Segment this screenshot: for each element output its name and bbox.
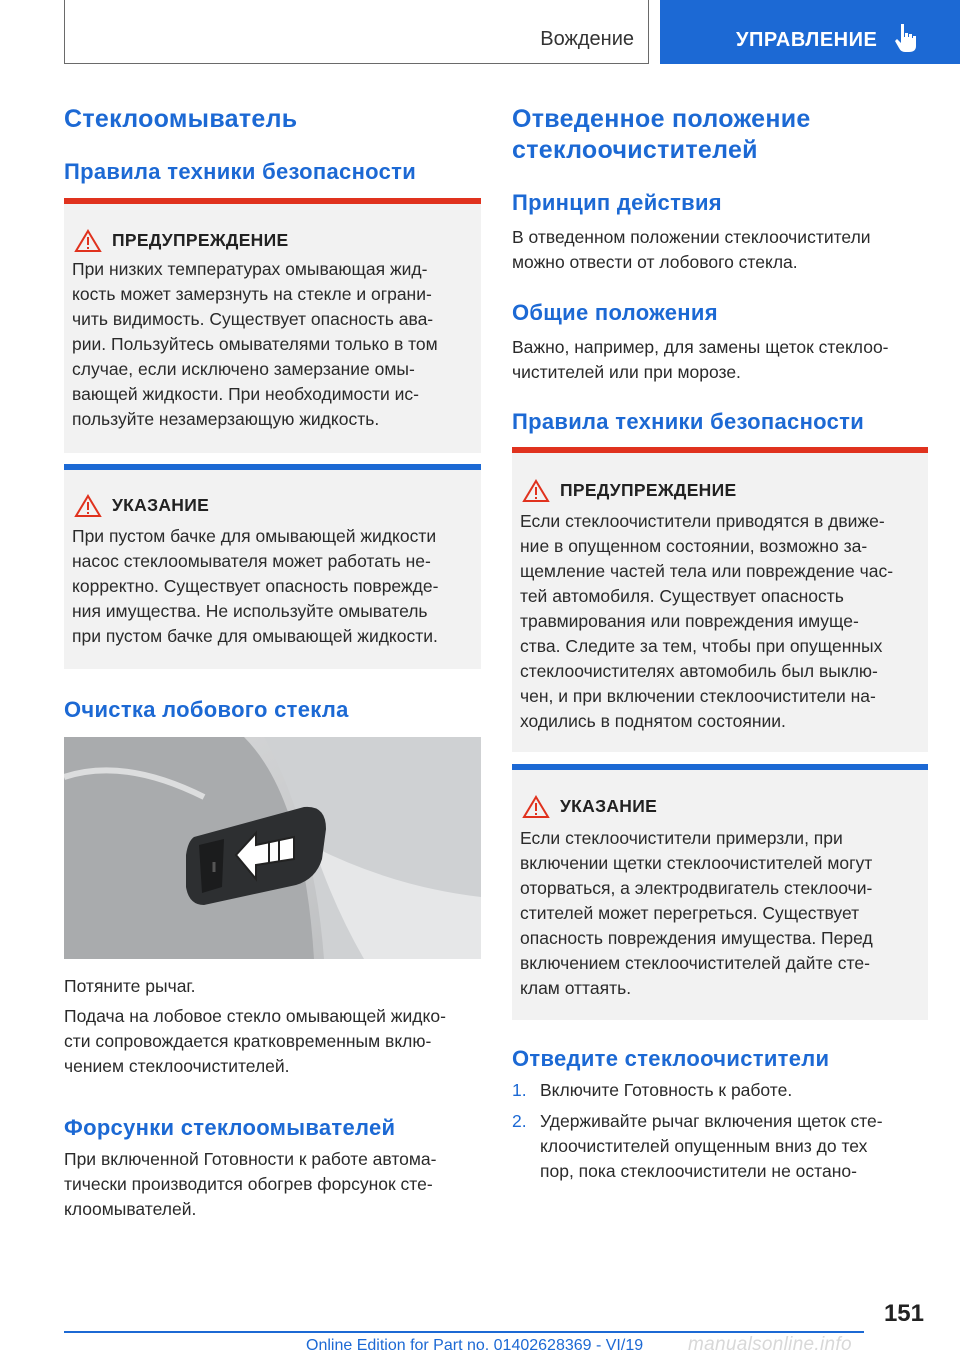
steps-list — [512, 1078, 928, 1190]
principle-heading: Принцип действия — [512, 190, 722, 215]
chapter-label: УПРАВЛЕНИЕ — [736, 29, 878, 51]
right-notice-box — [512, 764, 928, 1020]
wiper-lever-illustration — [64, 737, 481, 959]
notice-triangle-icon — [522, 795, 550, 819]
general-text: Важно, например, для замены щеток стеклоо- чистителей или при морозе. — [512, 337, 889, 382]
header-chapter-tab — [660, 0, 960, 64]
section-label: Вождение — [540, 28, 634, 50]
warning-text: Если стеклоочистители приводятся в движе- ние в опущенном состоянии, возможно за- щемление частей тела или повреждение час- тей автомобиля. Существует опасность травмирования или повреждения имуще- ства. Следите за тем, чтобы при опущенных стеклоочистителях автомобиль был выклю- чен, и при включении стеклоочистители на- ходились в поднятом состоянии. — [520, 511, 894, 731]
page-number: 151 — [883, 1300, 924, 1327]
left-safety-heading: Правила техники безопасности — [64, 159, 417, 184]
warning-label: ПРЕДУПРЕЖДЕНИЕ — [112, 230, 289, 250]
cleaning-heading: Очистка лобового стекла — [64, 697, 349, 722]
edition-text: Online Edition for Part no. 01402628369 - VI/19 — [306, 1337, 644, 1354]
right-safety-heading: Правила техники безопасности — [512, 409, 865, 434]
right-warning-box — [512, 447, 928, 752]
notice-text: При пустом бачке для омывающей жидкости насос стеклоомывателя может работать не- корректно. Существует опасность поврежде- ния имущества. Не используйте омыватель при пустом бачке для омывающей жидкости. — [72, 526, 439, 646]
footer-divider — [64, 1331, 864, 1333]
watermark-text: manualsonline.info — [688, 1334, 852, 1355]
left-notice-box — [64, 464, 481, 669]
retract-title: Отведенное положение стеклоочистителей — [512, 105, 811, 164]
notice-label: УКАЗАНИЕ — [560, 796, 658, 816]
principle-text: В отведенном положении стеклоочистители можно отвести от лобового стекла. — [512, 227, 871, 272]
nozzles-text: При включенной Готовности к работе автома- тически производится обогрев форсунок сте- клоомывателей. — [64, 1149, 437, 1219]
warning-triangle-icon — [74, 229, 102, 253]
notice-label: УКАЗАНИЕ — [112, 495, 210, 515]
warning-text: При низких температурах омывающая жид- кость может замерзнуть на стекле и ограни- чить видимость. Существует опасность ава- рии. Пользуйтесь омывателями только в том случае, если исключено замерзание омы- вающей жидкости. При необходимости ис- пользуйте незамерзающую жидкость. — [72, 259, 438, 429]
left-warning-box — [64, 198, 481, 453]
warning-triangle-icon — [522, 479, 550, 503]
list-item: 2. Удерживайте рычаг включения щеток сте- клоочистителей опущенным вниз до тех пор, пока стеклоочистители не остано- — [512, 1111, 883, 1181]
steering-hand-icon — [892, 22, 922, 54]
pull-lever-text: Потяните рычаг. — [64, 976, 196, 996]
steps-heading: Отведите стеклоочистители — [512, 1046, 830, 1071]
notice-triangle-icon — [74, 494, 102, 518]
nozzles-heading: Форсунки стеклоомывателей — [64, 1115, 396, 1140]
supply-text: Подача на лобовое стекло омывающей жидко- сти сопровождается кратковременным вклю- чением стеклоочистителей. — [64, 1006, 446, 1076]
washer-title: Стеклоомыватель — [64, 105, 298, 133]
general-heading: Общие положения — [512, 300, 718, 325]
list-item: 1. Включите Готовность к работе. — [512, 1080, 793, 1100]
notice-text: Если стеклоочистители примерзли, при включении щетки стеклоочистителей могут оторваться, а электродвигатель стеклоочи- стителей может перегреться. Существует опасность повреждения имущества. Перед включением стеклоочистителей дайте сте- клам оттаять. — [520, 828, 873, 998]
header-section-tab — [64, 0, 649, 64]
warning-label: ПРЕДУПРЕЖДЕНИЕ — [560, 480, 737, 500]
lever-photo — [64, 737, 481, 959]
